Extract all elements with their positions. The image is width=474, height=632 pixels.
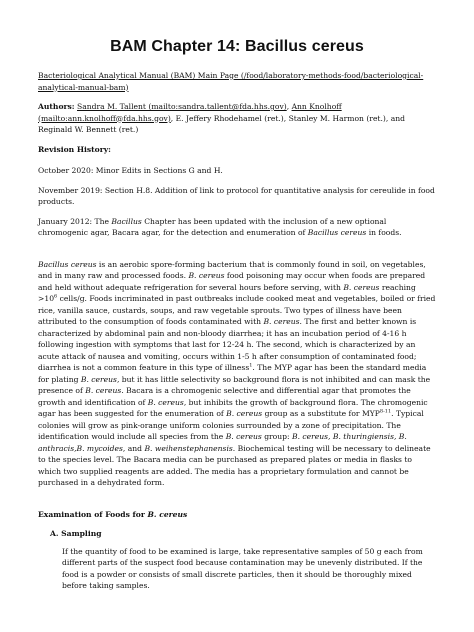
intro-italic: B. cereus [147,397,184,407]
revision-entry-2020: October 2020: Minor Edits in Sections G and H. [38,166,223,175]
revision-history-title: Revision History: [38,144,111,154]
bam-main-page-link[interactable]: Bacteriological Analytical Manual (BAM) Main Page (/food/laboratory-methods-food/bacteriological-analytical-manual-bam) [38,71,424,92]
footnote-ref[interactable]: 1 [249,362,253,369]
intro-italic: B. cereus [343,282,380,292]
intro-text: . The MYP agar has been the standard media for plating [38,363,427,384]
intro-text: . Typical colonies will grow as pink-orange uniform colonies surrounded by a zone of precipitation. The identification would include all species from the [38,409,424,441]
intro-italic: B. cereus [263,317,300,326]
page-title: BAM Chapter 14: Bacillus cereus [110,38,364,55]
authors-label: Authors: [38,102,75,111]
authors-rest: , E. Jeffery Rhodehamel (ret.), Stanley M. Harmon (ret.), and Reginald W. Bennett (ret.) [38,113,405,134]
rev-italic: Bacillus cereus [307,228,367,237]
intro-text: reaching >10 [38,282,416,303]
intro-text: group: [261,432,292,441]
intro-text: , but it has little selectivity so background flora is not inhibited and can mask the presence of [38,374,431,395]
intro-italic: B. cereus [226,409,263,418]
intro-italic: Bacillus cereus [38,259,97,269]
revision-entry-2012 [38,216,436,239]
intro-italic: B. cereus [225,432,262,441]
intro-text: . Bacara is a chromogenic selective and differential agar that promotes the growth and identification of [38,386,411,407]
intro-text: is an aerobic spore-forming bacterium that is commonly found in soil, on vegetables, and in many raw and processed foods. [38,259,426,280]
rev-italic: Bacillus [111,216,142,226]
intro-italic: B. cereus, B. thuringiensis, B. anthracis,B. mycoides [38,432,407,453]
intro-paragraph [38,259,436,489]
author-link-tallent[interactable]: Sandra M. Tallent (mailto:sandra.tallent@fda.hhs.gov) [77,102,287,111]
rev-text: in foods. [366,228,402,237]
intro-italic: B. cereus [80,374,117,384]
subsection-heading-sampling: A. Sampling [50,529,102,538]
author-link-knolhoff[interactable]: Ann Knolhoff (mailto:ann.knolhoff@fda.hhs.gov) [38,102,342,123]
section-heading-italic: B. cereus [147,509,188,519]
breadcrumb [38,70,436,93]
authors-paragraph [38,101,436,136]
intro-text: food poisoning may occur when foods are prepared and held without adequate refrigeration for several hours before serving, with [38,271,426,292]
section-heading [38,509,436,521]
rev-text: January 2012: The [38,216,112,226]
section-heading-text: Examination of Foods for [38,509,148,519]
intro-text: , but inhibits the growth of background flora. The chromogenic agar has been suggested for the enumeration of [38,397,428,418]
footnote-ref[interactable]: 8-11 [379,408,392,415]
authors-separator: , [286,102,290,111]
intro-italic: B. weihenstephanensis [144,443,233,453]
intro-italic: B. cereus [188,271,225,280]
rev-text: Chapter has been updated with the inclusion of a new optional chromogenic agar, Bacara agar, for the detection and enumeration of [38,216,387,237]
intro-text: . Biochemical testing will be necessary to delineate to the species level. The Bacara media can be purchased as prepared plates or media in flasks to which two supplied reagents are added. The media has a proprietary formulation and cannot be purchased in a dehydrated form. [38,443,431,487]
intro-sup: 6 [54,293,58,300]
subsection-text-sampling: If the quantity of food to be examined is large, take representative samples of 50 g each from different parts of the suspect food because contamination may be unevenly distributed. If the food is a powder or consists of small discrete particles, then it should be thoroughly mixed before taking samples. [62,546,423,590]
intro-text: group as a substitute for MYP [262,409,380,418]
intro-text: , and [122,443,145,453]
intro-text: . The first and better known is characterized by abdominal pain and non-bloody diarrhea; it has an incubation period of 4-16 h following ingestion with symptoms that last for 12-24 h. The second, which is characterized by an acute attack of nausea and vomiting, occurs within 1-5 h after consumption of contaminated food; diarrhea is not a common feature in this type of illness [38,317,417,372]
revision-entry-2019: November 2019: Section H.8. Addition of link to protocol for quantitative analysis for cereulide in food products. [38,185,435,206]
intro-text: cells/g. Foods incriminated in past outbreaks include cooked meat and vegetables, boiled or fried rice, vanilla sauce, custards, soups, and raw vegetable sprouts. Two types of illness have been attributed to the consumption of foods contaminated with [38,294,436,326]
intro-italic: B. cereus [85,386,122,395]
